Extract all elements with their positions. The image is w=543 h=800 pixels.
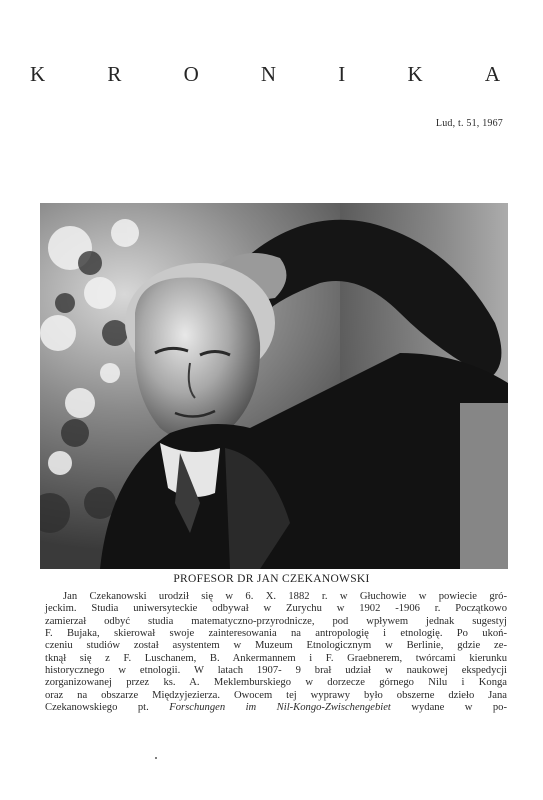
article-body	[45, 591, 507, 714]
portrait-photo-illustration	[40, 203, 508, 569]
article-line: czeniu studiów został asystentem w Muzeum Etnologicznym w Berlinie, gdzie ze-	[45, 640, 507, 652]
article-line: zorganizowanej przez ks. A. Meklemburskiego w dorzecze górnego Nilu i Konga	[45, 677, 507, 689]
section-title-letter: I	[338, 62, 346, 86]
book-title: Forschungen im Nil-Kongo-Zwischengebiet	[169, 702, 391, 714]
portrait-photo	[40, 203, 508, 569]
article-line: oraz na obszarze Międzyjezierza. Owocem tej wyprawy było obszerne dzieło Jana	[45, 689, 507, 701]
article-line: Jan Czekanowski urodził się w 6. X. 1882 r. w Głuchowie w powiecie gró-	[63, 591, 507, 602]
section-title-letter: N	[260, 62, 277, 86]
section-title-letter: K	[30, 62, 46, 86]
section-title-letter: K	[407, 62, 423, 86]
article-line: tknął się z F. Luschanem, B. Ankermannem i F. Graebnerem, twórcami kierunku	[45, 652, 507, 664]
article-line-start: Czekanowskiego pt.	[45, 702, 149, 714]
article-line-end: wydane w po-	[411, 702, 508, 714]
article-line: F. Bujaka, skierował swoje zainteresowania na antropologię i etnologię. Po ukoń-	[45, 628, 507, 640]
article-line: zamierzał odbyć studia matematyczno-przyrodnicze, pod wpływem jednak sugestyj	[45, 615, 507, 627]
article-line: jeckim. Studia uniwersyteckie odbywał w Zurychu w 1902 -1906 r. Początkowo	[45, 603, 507, 615]
journal-reference: Lud, t. 51, 1967	[435, 118, 503, 129]
article-line-last	[45, 702, 507, 714]
article-line: historycznego w etnologii. W latach 1907- 9 brał udział w naukowej ekspedycji	[45, 665, 507, 677]
section-title-letter: A	[484, 62, 500, 86]
print-speck	[155, 757, 157, 759]
photo-caption: PROFESOR DR JAN CZEKANOWSKI	[173, 573, 370, 585]
section-title-letter: R	[107, 62, 122, 86]
section-title-letter: O	[183, 62, 199, 86]
section-title	[30, 62, 500, 87]
